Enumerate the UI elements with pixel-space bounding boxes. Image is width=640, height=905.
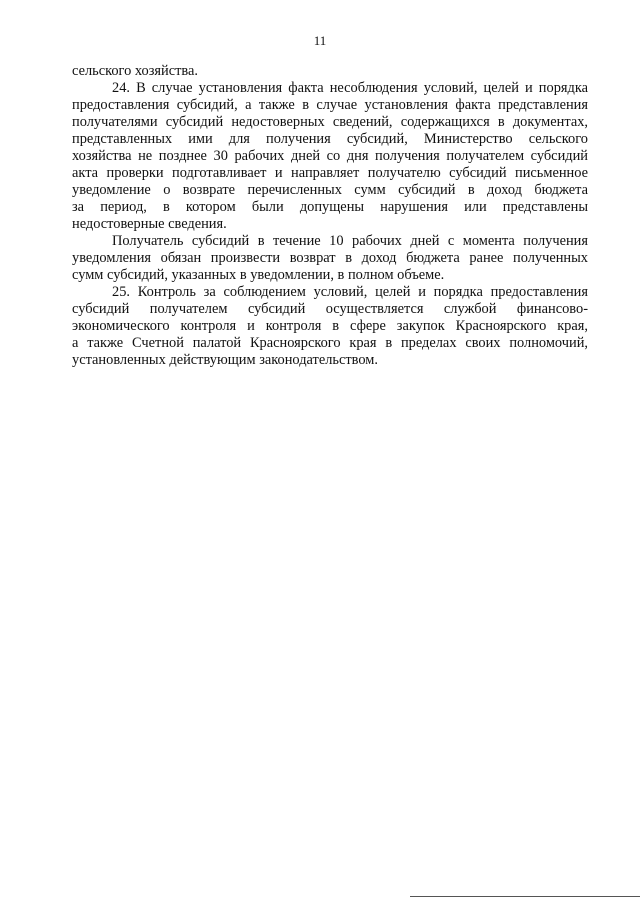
- text-line: предоставления субсидий, а также в случае установления факта представления: [72, 97, 588, 113]
- text-line: 24. В случае установления факта несоблюдения условий, целей и порядка: [112, 80, 588, 96]
- text-line: 25. Контроль за соблюдением условий, целей и порядка предоставления: [112, 284, 588, 300]
- text-line: уведомления обязан произвести возврат в доход бюджета ранее полученных: [72, 250, 588, 266]
- text-line: сельского хозяйства.: [72, 63, 198, 79]
- text-line: а также Счетной палатой Красноярского края в пределах своих полномочий,: [72, 335, 588, 351]
- text-line: экономического контроля и контроля в сфере закупок Красноярского края,: [72, 318, 588, 334]
- footer-rule: [410, 896, 640, 897]
- text-line: Получатель субсидий в течение 10 рабочих дней с момента получения: [112, 233, 588, 249]
- text-line: недостоверные сведения.: [72, 216, 227, 232]
- text-line: представленных ими для получения субсидий, Министерство сельского: [72, 131, 588, 147]
- text-line: установленных действующим законодательством.: [72, 352, 378, 368]
- text-line: субсидий получателем субсидий осуществляется службой финансово-: [72, 301, 588, 317]
- text-line: хозяйства не позднее 30 рабочих дней со дня получения получателем субсидий: [72, 148, 588, 164]
- page-number: 11: [313, 33, 327, 48]
- text-line: за период, в котором были допущены нарушения или представлены: [72, 199, 588, 215]
- text-line: уведомление о возврате перечисленных сумм субсидий в доход бюджета: [72, 182, 588, 198]
- text-line: получателями субсидий недостоверных сведений, содержащихся в документах,: [72, 114, 588, 130]
- text-line: сумм субсидий, указанных в уведомлении, в полном объеме.: [72, 267, 445, 283]
- text-line: акта проверки подготавливает и направляет получателю субсидий письменное: [72, 165, 588, 181]
